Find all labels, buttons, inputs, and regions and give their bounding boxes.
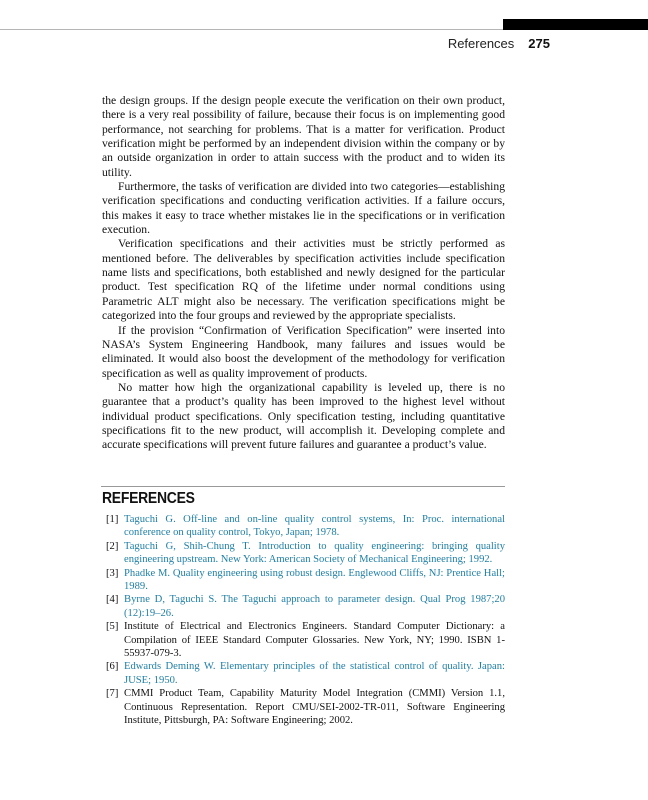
reference-number: [2]	[106, 540, 119, 552]
reference-item	[106, 660, 505, 687]
paragraph: Furthermore, the tasks of verification are divided into two categories—establishing verification specifications and conducting verification activities. If a failure occurs, this makes it easy to trace whether mistakes lie in the specifications or in verification execution.	[102, 180, 505, 237]
reference-link[interactable]: Edwards Deming W. Elementary principles of the statistical control of quality. Japan: JUSE; 1950.	[124, 661, 505, 686]
reference-number: [7]	[106, 688, 119, 700]
reference-number: [5]	[106, 621, 119, 633]
reference-link[interactable]: Byrne D, Taguchi S. The Taguchi approach to parameter design. Qual Prog 1987;20 (12):19–26.	[124, 594, 505, 619]
reference-link[interactable]: Taguchi G. Off-line and on-line quality control systems, In: Proc. international conference on quality control, Tokyo, Japan; 1978.	[124, 514, 505, 539]
header-tab-bar	[503, 19, 648, 30]
reference-item	[106, 687, 505, 727]
reference-item	[106, 620, 505, 660]
reference-number: [4]	[106, 594, 119, 606]
running-header-section: References	[447, 36, 515, 51]
reference-number: [6]	[106, 661, 119, 673]
reference-item	[106, 513, 505, 540]
running-header	[448, 36, 550, 51]
reference-link[interactable]: Phadke M. Quality engineering using robust design. Englewood Cliffs, NJ: Prentice Hall; 1989.	[124, 567, 505, 593]
header-rule	[0, 29, 503, 30]
reference-item	[106, 593, 505, 620]
page-number: 275	[528, 36, 550, 51]
reference-number: [1]	[106, 514, 119, 525]
reference-text: Institute of Electrical and Electronics Engineers. Standard Computer Dictionary: a Compilation of IEEE Standard Computer Glossaries. New York, NY; 1990. ISBN 1-55937-079-3.	[124, 621, 505, 660]
section-divider	[101, 486, 505, 487]
reference-number: [3]	[106, 567, 119, 579]
paragraph: No matter how high the organizational capability is leveled up, there is no guarantee that a product’s quality has been improved to the highest level without individual product specifications. Only specification testing, including quantitative specifications fit to the new product, will accomplish it. Developing complete and accurate specifications will prevent future failures and guarantee a product’s value.	[102, 380, 505, 452]
paragraph: Verification specifications and their activities must be strictly performed as mentioned before. The deliverables by specification activities include specification name lists and specifications, both established and newly designed for the particular product. Test specification RQ of the lifetime under normal conditions using Parametric ALT might also be necessary. The verification specifications might be categorized into the four groups and reviewed by the appropriate specialists.	[102, 237, 505, 323]
reference-list	[106, 513, 505, 728]
reference-link[interactable]: Taguchi G, Shih-Chung T. Introduction to quality engineering: bringing quality engineering upstream. New York: American Society of Mechanical Engineering; 1992.	[124, 540, 505, 566]
paragraph: If the provision “Confirmation of Verification Specification” were inserted into NASA’s System Engineering Handbook, many failures and issues would be eliminated. It would also boost the development of the methodology for verification specification as well as quality improvement of products.	[102, 323, 505, 380]
reference-item	[106, 567, 505, 594]
reference-item	[106, 540, 505, 567]
paragraph: the design groups. If the design people execute the verification on their own product, there is a very real possibility of failure, because their focus is on implementing good performance, not searching for problems. That is a matter for verification. Product verification might be performed by an independent division within the company or by an outside organization in order to attain success with the product and to widen its utility.	[102, 94, 505, 179]
references-heading: REFERENCES	[102, 490, 195, 507]
reference-text: CMMI Product Team, Capability Maturity Model Integration (CMMI) Version 1.1, Continuous Representation. Report CMU/SEI-2002-TR-011, Software Engineering Institute, Pittsburgh, PA: Software Engineering; 2002.	[124, 688, 505, 727]
body-text	[102, 94, 505, 453]
